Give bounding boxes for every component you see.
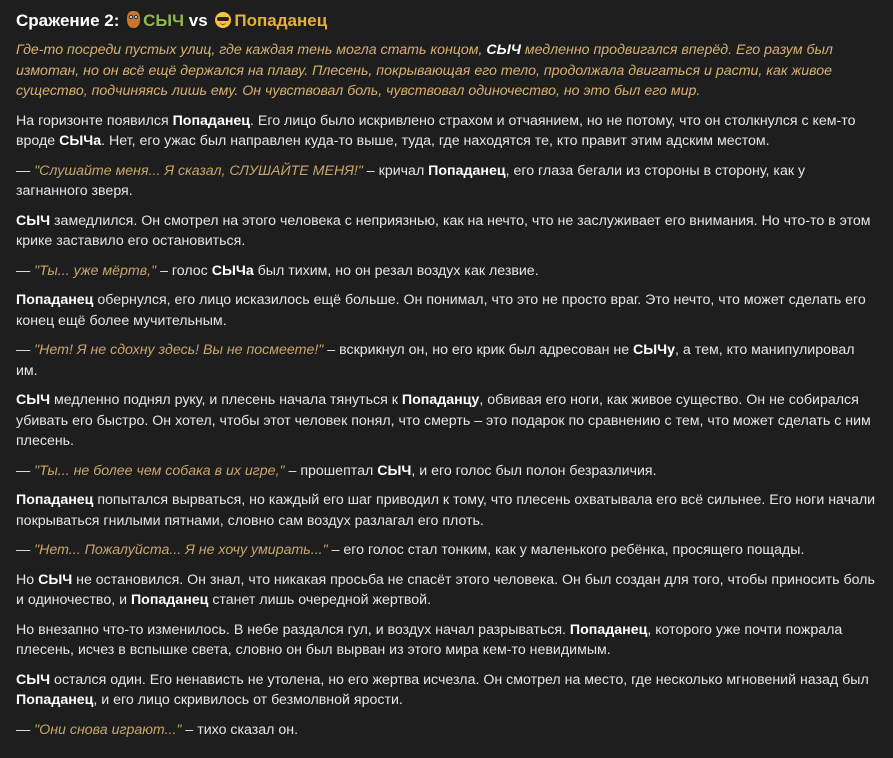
story-paragraph: Попаданец обернулся, его лицо исказилось ещё больше. Он понимал, что это не просто враг. Это нечто, что может сделать его конец ещё более мучительным.: [16, 292, 866, 329]
fighter2-name: Попаданец: [234, 11, 328, 30]
story-paragraph: — "Ты... не более чем собака в их игре," – прошептал СЫЧ, и его голос был полон безразличия.: [16, 462, 657, 479]
story-paragraph: Попаданец попытался вырваться, но каждый его шаг приводил к тому, что плесень охватывала его всё сильнее. Его ноги начали покрываться гнилыми пятнами, словно сам воздух разлагал его плоть.: [16, 492, 876, 529]
story-paragraph: — "Нет! Я не сдохну здесь! Вы не посмеете!" – вскрикнул он, но его крик был адресован не СЫЧу, а тем, кто манипулировал им.: [16, 342, 855, 379]
story-paragraph: На горизонте появился Попаданец. Его лицо было искривлено страхом и отчаянием, но не потому, что он столкнулся с кем-то вроде СЫЧа. Нет, его ужас был направлен куда-то выше, туда, где находятся те, кто правит этим адским местом.: [16, 112, 856, 149]
sunglasses-face-icon: [215, 12, 231, 28]
story-paragraph: — "Они снова играют..." – тихо сказал он.: [16, 721, 299, 738]
fighter1-name: СЫЧ: [143, 11, 185, 30]
story-paragraph: — "Слушайте меня... Я сказал, СЛУШАЙТЕ МЕНЯ!" – кричал Попаданец, его глаза бегали из стороны в сторону, как у загнанного зверя.: [16, 162, 806, 199]
battle-prefix: Сражение 2:: [16, 11, 120, 30]
story-paragraph: СЫЧ замедлился. Он смотрел на этого человека с неприязнью, как на нечто, что не заслуживает его внимания. Но что-то в этом крике заставило его остановиться.: [16, 212, 871, 249]
story-paragraph: Но внезапно что-то изменилось. В небе раздался гул, и воздух начал разрываться. Попаданец, которого уже почти пожрала плесень, исчез в вспышке света, словно он был вырван из этого мира кем-то невидимым.: [16, 621, 843, 658]
story-paragraph: — "Ты... уже мёртв," – голос СЫЧа был тихим, но он резал воздух как лезвие.: [16, 262, 539, 279]
story-paragraph: — "Нет... Пожалуйста... Я не хочу умирать..." – его голос стал тонким, как у маленького ребёнка, просящего пощады.: [16, 542, 805, 558]
story-paragraph: Но СЫЧ не остановился. Он знал, что никакая просьба не спасёт этого человека. Он был создан для того, чтобы приносить боль и одиночество, и Попаданец станет лишь очередной жертвой.: [16, 571, 875, 608]
owl-icon: [127, 11, 140, 28]
battle-title: [16, 8, 879, 34]
vs-label: vs: [188, 11, 208, 30]
story-paragraph: СЫЧ остался один. Его ненависть не утолена, но его жертва исчезла. Он смотрел на место, где несколько мгновений назад был Попаданец, и его лицо скривилось от безмолвной ярости.: [16, 671, 869, 708]
intro-paragraph: Где-то посреди пустых улиц, где каждая тень могла стать концом, СЫЧ медленно продвигался вперёд. Его разум был измотан, но он всё ещё держался на плаву. Плесень, покрывающая его тело, продолжала двигаться и расти, как живое существо, подчиняясь лишь ему. Он чувствовал боль, чувствовал одиночество, но это был его мир.: [16, 42, 833, 99]
story-paragraph: СЫЧ медленно поднял руку, и плесень начала тянуться к Попаданцу, обвивая его ноги, как живое существо. Он не собирался убивать его быстро. Он хотел, чтобы этот человек понял, что смерть – это подарок по сравнению с тем, что может сделать с ним плесень.: [16, 392, 871, 449]
